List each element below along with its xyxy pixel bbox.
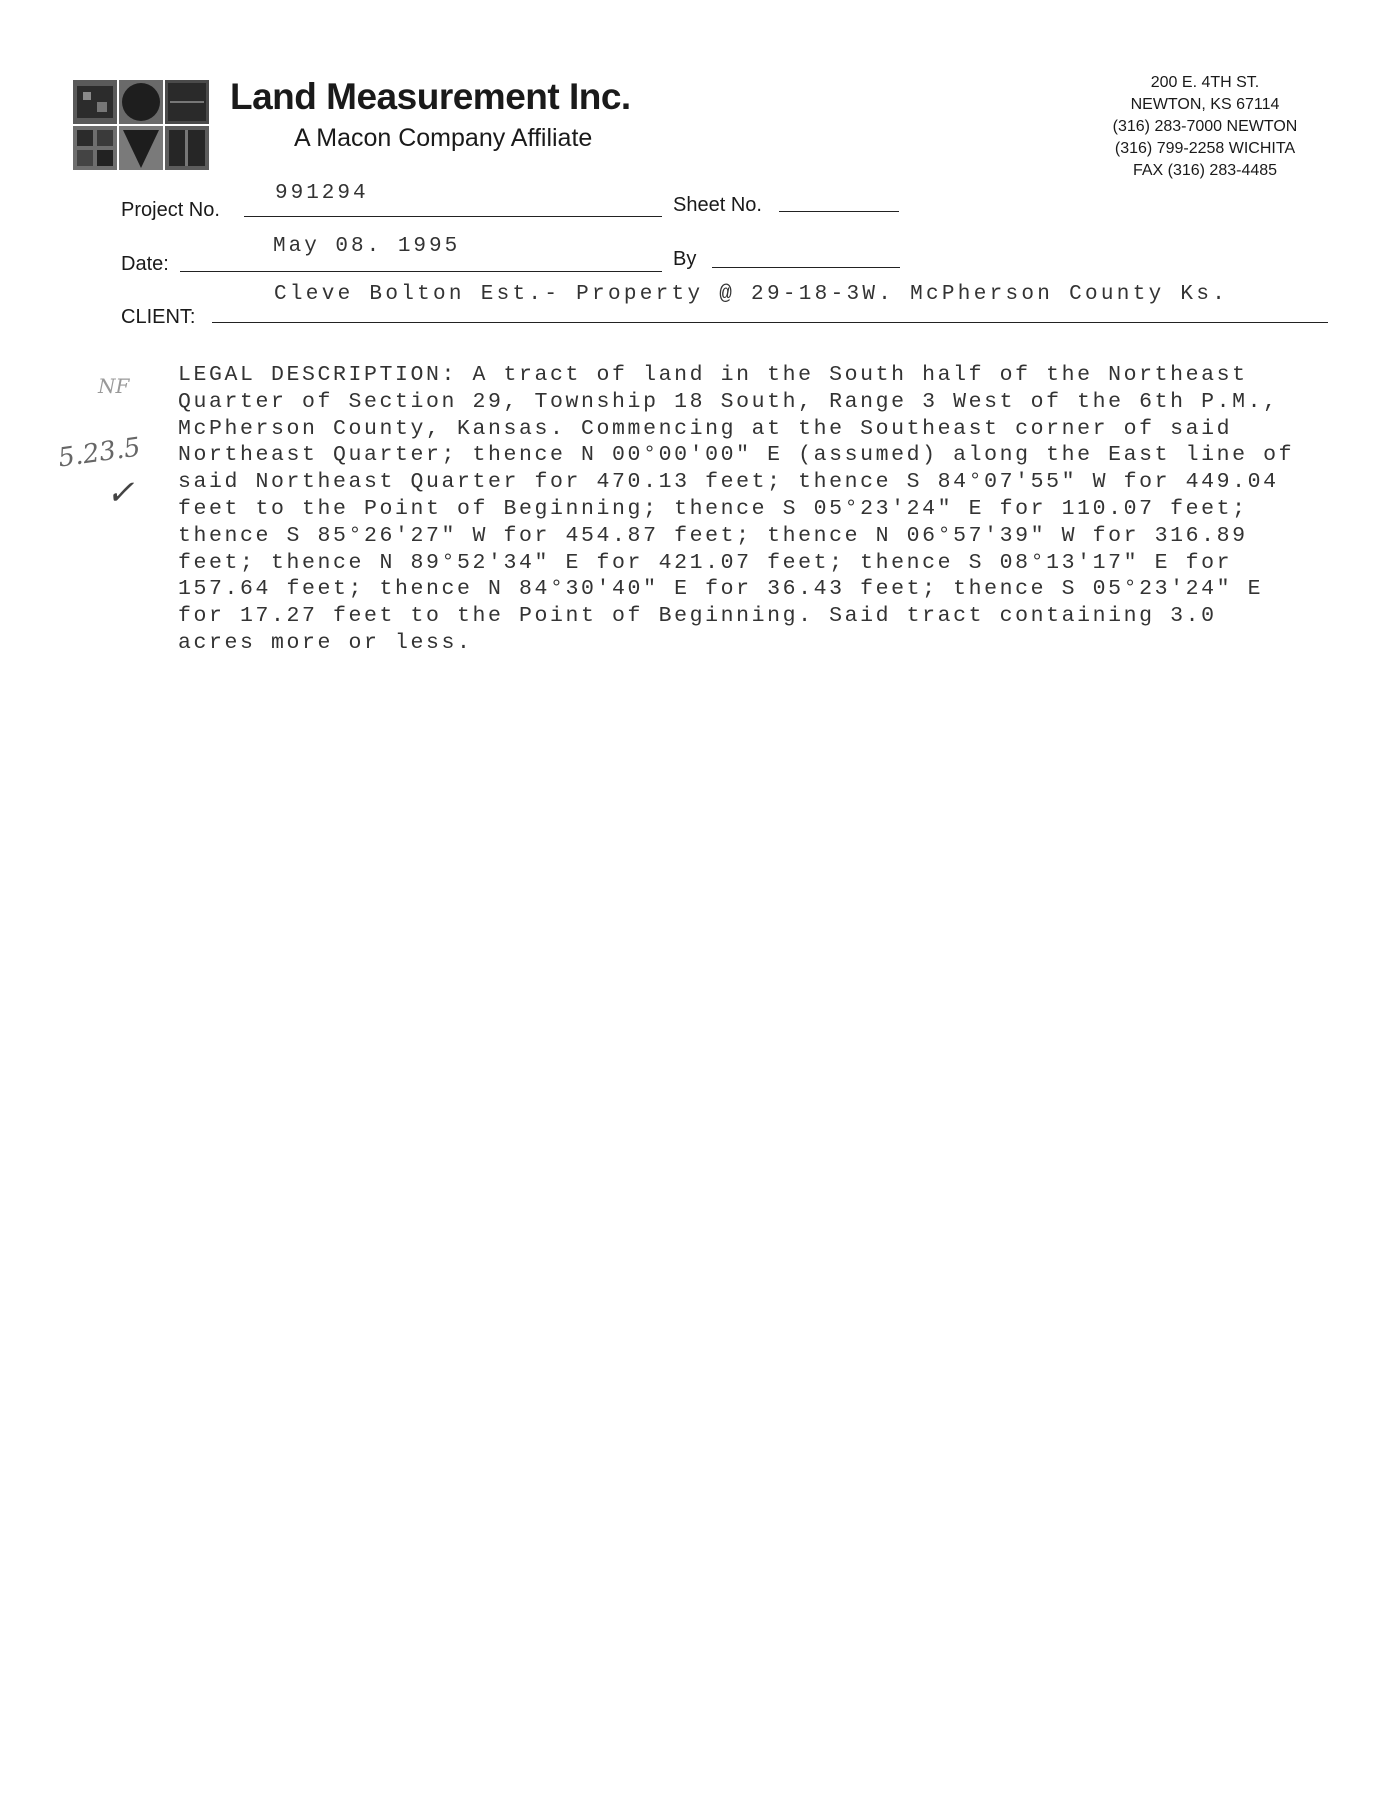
company-logo: [73, 80, 209, 172]
client-value: Cleve Bolton Est.- Property @ 29-18-3W. McPherson County Ks.: [274, 283, 1229, 306]
legal-line: Quarter of Section 29, Township 18 South, Range 3 West of the 6th P.M.,: [178, 389, 1279, 414]
sheet-label: Sheet No.: [673, 194, 762, 216]
legal-line: feet to the Point of Beginning; thence S 05°23'24" E for 110.07 feet;: [178, 496, 1248, 521]
company-name: Land Measurement Inc.: [230, 76, 631, 117]
legal-line: 157.64 feet; thence N 84°30'40" E for 36.43 feet; thence S 05°23'24" E: [178, 577, 1264, 602]
logo-square-tile-3: [165, 126, 209, 170]
margin-note-date: 5.23.5: [56, 432, 143, 474]
address-street: 200 E. 4TH ST.: [1150, 74, 1260, 91]
by-line: [712, 267, 900, 268]
phone-wichita: (316) 799-2258 WICHITA: [1114, 140, 1296, 157]
logo-square-tile: [73, 80, 117, 124]
logo-circle-tile: [119, 80, 163, 124]
company-address: [1080, 72, 1330, 182]
check-mark-icon: ✓: [106, 473, 135, 513]
project-label: Project No.: [121, 199, 220, 221]
legal-line: feet; thence N 89°52'34" E for 421.07 feet; thence S 08°13'17" E for: [178, 550, 1233, 575]
client-label: CLIENT:: [121, 306, 196, 328]
legal-line: for 17.27 feet to the Point of Beginning. Said tract containing 3.0: [178, 604, 1217, 629]
date-line: [180, 271, 662, 272]
date-value: May 08. 1995: [273, 235, 461, 258]
client-line: [212, 322, 1328, 323]
legal-line: said Northeast Quarter for 470.13 feet; thence S 84°07'55" W for 449.04: [178, 470, 1279, 495]
legal-line: acres more or less.: [178, 630, 473, 655]
sheet-line: [779, 211, 899, 212]
margin-note-nf: NF: [98, 374, 130, 398]
legal-line: McPherson County, Kansas. Commencing at the Southeast corner of said: [178, 416, 1233, 441]
project-line: [244, 216, 662, 217]
legal-description: [178, 362, 1358, 657]
logo-square-tile-2: [165, 80, 209, 124]
fax-number: FAX (316) 283-4485: [1132, 162, 1278, 179]
company-affiliate: A Macon Company Affiliate: [294, 124, 593, 152]
date-label: Date:: [121, 253, 169, 275]
logo-triangle-tile: [119, 126, 163, 170]
legal-line: LEGAL DESCRIPTION: A tract of land in the South half of the Northeast: [178, 363, 1248, 387]
legal-line: thence S 85°26'27" W for 454.87 feet; thence N 06°57'39" W for 316.89: [178, 523, 1248, 548]
phone-newton: (316) 283-7000 NEWTON: [1112, 118, 1298, 135]
legal-line: Northeast Quarter; thence N 00°00'00" E (assumed) along the East line of: [178, 443, 1295, 468]
logo-grid-tile: [73, 126, 117, 170]
project-number: 991294: [275, 182, 369, 205]
by-label: By: [673, 248, 697, 270]
address-city: NEWTON, KS 67114: [1130, 96, 1280, 113]
